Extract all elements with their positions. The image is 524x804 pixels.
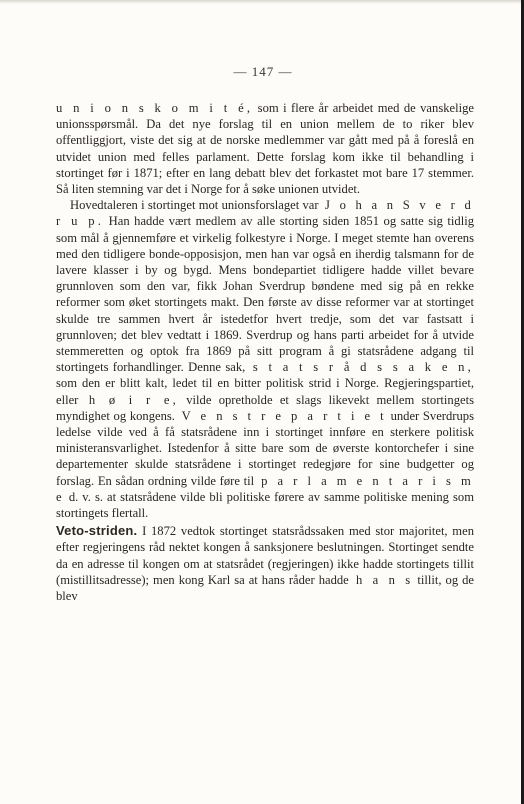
paragraph-text: som den er blitt kalt, ledet til en bitter politisk strid i Norge. Regjeringspartiet, eller (56, 376, 474, 407)
paragraph-text: Han hadde vært medlem av alle storting siden 1851 og satte sig tidlig som mål å gjennemføre et virkelig folkestyre i Norge. I meget stemte han overens med den tidligere bonde-opposisjon, men han var også en iherdig talsmann for de lavere klasser i by og bygd. Mens bondepartiet tidligere hadde villet bevare grunnloven som den var, fikk Johan Sverdrup bøndene med sig på en rekke reformer som øket stortingets makt. Den første av disse reformer var at stortinget skulde tre sammen hvert år istedetfor hvert tredje, som det var fastsatt i grunnloven; det blev vedtatt i 1869. Sverdrup og hans parti arbeidet for å utvide stemmeretten og optok fra 1869 på sitt program å gi statsrådene adgang til stortingets forhandlinger. Denne sak, (56, 214, 475, 375)
paragraph-text: I 1872 vedtok stortinget statsrådssaken med stor majoritet, men efter regjeringens råd nektet kongen å sanksjonere beslutningen. Stortinget sendte da en adresse til kongen om at statsrådet (regjeringen) ikke hadde stortingets tillit (mistillitsadresse); men kong Karl sa at hans råder hadde (56, 524, 474, 587)
paragraph-text: som i flere år arbeidet med de vanskelige unionsspørsmål. Da det nye forslag til en union mellem de to riker blev offentliggjort, viste det sig at de norske medlemmer var gått med på å foreslå en utvidet union med felles parlament. Dette forslag kom ikke til behandling i stortinget før i 1871; efter en lang debatt blev det forkastet mot bare 17 stemmer. Så liten stemning var det i Norge for å søke unionen utvidet. (56, 101, 474, 197)
paragraph-3 (56, 523, 474, 604)
paragraph-text: tillit, og de blev (56, 572, 475, 604)
scan-top-shadow (0, 0, 524, 4)
paragraph-1 (56, 100, 474, 197)
spaced-term: u n i o n s k o m i t é, (56, 101, 254, 115)
body-text (56, 100, 474, 604)
spaced-term: p a r l a m e n t a r i s m e (56, 473, 474, 504)
page-number: — 147 — (233, 64, 293, 79)
spaced-term: V e n s t r e p a r t i e t (174, 408, 387, 423)
spaced-term: J o h a n S v e r d r u p. (56, 198, 474, 229)
spaced-term: h a n s (348, 572, 414, 587)
paragraph-text: Hovedtaleren i stortinget mot unionsforslaget var (70, 198, 319, 213)
paragraph-text: under Sverdrups ledelse vilde ved å få statsrådene inn i stortinget innføre en sterkere politisk ministeransvarlighet. Istedenfor å sitte bare som de øverste kontorchefer i sine departementer skulde statsrådene i stortinget redegjøre for sine budgetter og forslag. En sådan ordning vilde føre til (56, 408, 474, 488)
paragraph-2 (56, 197, 474, 521)
spaced-term: h ø i r e, (78, 392, 179, 407)
paragraph-text: vilde opretholde et slags likevekt mellem stortingets myndighet og kongens. (56, 392, 474, 423)
spaced-term: s t a t s r å d s s a k e n, (245, 360, 474, 375)
section-heading: Veto-striden. (56, 523, 138, 539)
paragraph-text: d. v. s. at statsrådene vilde bli politiske førere av samme politiske mening som stortingets flertall. (56, 489, 474, 521)
